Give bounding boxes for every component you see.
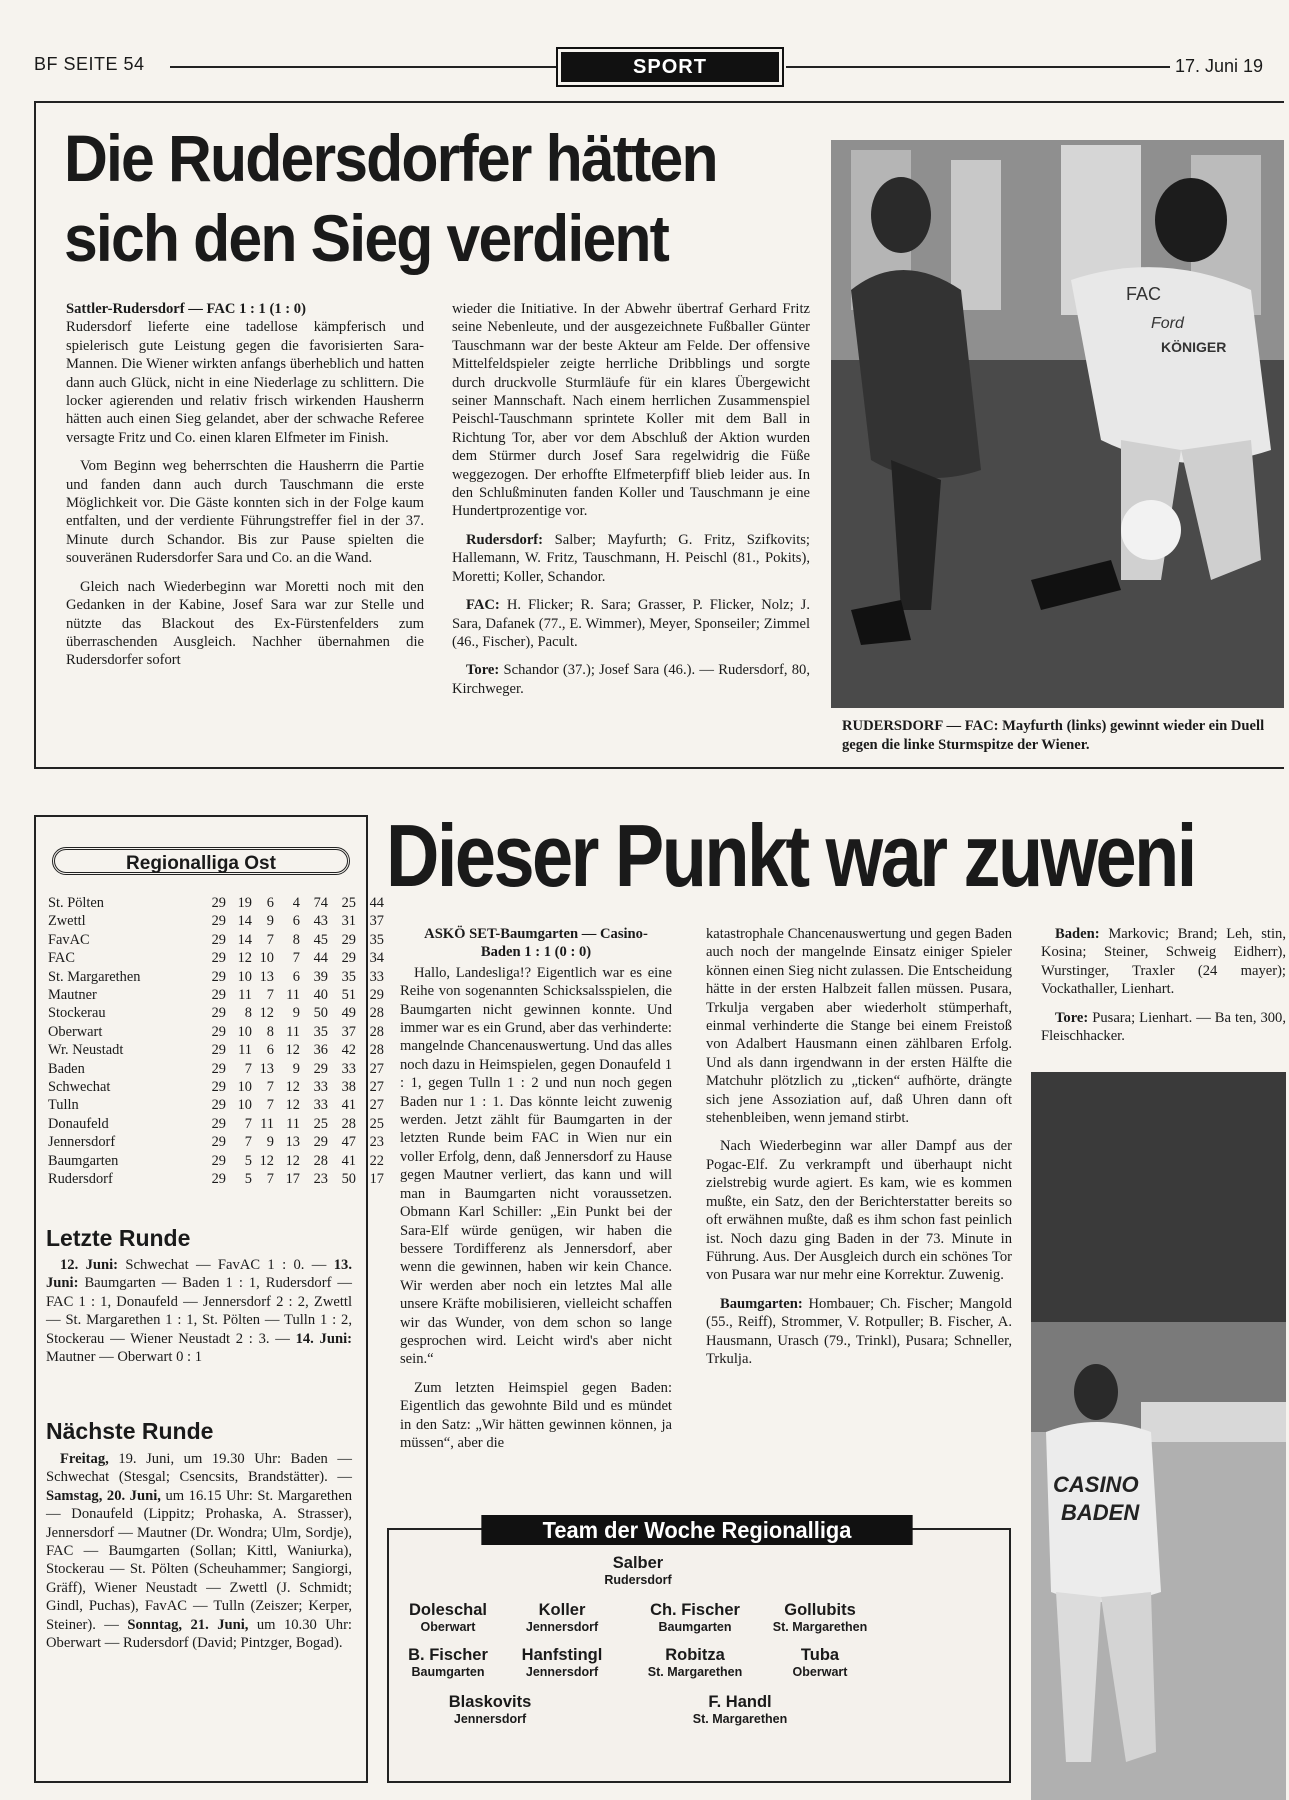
- header-rule-right: [786, 66, 1170, 68]
- table-cell-pts: 35: [369, 931, 384, 948]
- table-cell-ga: 41: [341, 1152, 356, 1169]
- table-cell-pts: 29: [369, 987, 384, 1004]
- table-cell-w: 19: [237, 895, 252, 911]
- table-cell-l: 8: [292, 931, 300, 948]
- article1-headline: Die Rudersdorfer hätten sich den Sieg verdient: [64, 121, 717, 275]
- player-club: Jennersdorf: [525, 1620, 599, 1634]
- table-cell-gp: 29: [211, 1023, 226, 1040]
- article1-goals: Tore: Schandor (37.); Josef Sara (46.). — Rudersdorf, 80, Kirchweger.: [452, 662, 810, 697]
- table-cell-ga: 29: [341, 950, 356, 967]
- table-cell-gf: 29: [313, 1060, 328, 1077]
- table-cell-pts: 25: [369, 1115, 384, 1132]
- table-cell-ga: 49: [341, 1005, 356, 1022]
- player-photo: [1031, 1072, 1286, 1800]
- table-cell-w: 12: [237, 950, 252, 967]
- article1-paragraph: wieder die Initiative. In der Abwehr übertraf Gerhard Fritz seine Nebenleute, und der ausgezeichnete Fußballer Günter Tauschmann war der beste Akteur am Felde. Der offensive Mittelfeldspieler zeigte herrliche Dribblings und sorgte durch druckvolle Sturmläufe für ein klares Übergewicht seiner Mannschaft. Nach einem herrlichen Zusammenspiel Peischl-Tauschmann sprintete Koller mit dem Ball in Richtung Tor, aber vor dem Abschluß der Aktion wurden dem Stürmer durch Josef Sara regelwidrig die Füße weggezogen. Der erhoffte Elfmeterpfiff blieb leider aus. In den Schlußminuten fanden Koller und Tauschmann je eine Hundertprozentige vor.: [452, 301, 810, 520]
- table-cell-ga: 35: [341, 968, 356, 985]
- table-cell-l: 12: [285, 1097, 300, 1114]
- table-cell-gp: 29: [211, 1171, 226, 1188]
- player-club: St. Margarethen: [692, 1712, 788, 1726]
- table-cell-gf: 33: [313, 1097, 328, 1114]
- table-cell-d: 8: [266, 1023, 274, 1040]
- table-cell-team: Baden: [48, 1060, 85, 1077]
- table-cell-d: 7: [266, 1079, 274, 1096]
- table-cell-gp: 29: [211, 987, 226, 1004]
- article2-headline: Dieser Punkt war zuweni: [386, 806, 1195, 905]
- table-cell-ga: 38: [341, 1079, 356, 1096]
- page-number: BF SEITE 54: [34, 54, 145, 74]
- table-cell-gf: 44: [313, 950, 328, 967]
- table-cell-pts: 17: [369, 1171, 384, 1188]
- team-player: [720, 1646, 920, 1680]
- table-cell-ga: 28: [341, 1115, 356, 1132]
- table-cell-w: 14: [237, 913, 252, 930]
- photo-caption: RUDERSDORF — FAC: Mayfurth (links) gewinnt wieder ein Duell gegen die linke Sturmspitze der Wiener.: [842, 718, 1265, 753]
- table-cell-w: 7: [244, 1115, 252, 1132]
- table-cell-gf: 39: [313, 968, 328, 985]
- table-row: [48, 1078, 384, 1096]
- table-row: [48, 894, 384, 912]
- issue-date: 17. Juni 19: [1175, 56, 1264, 76]
- table-row: [48, 1004, 384, 1022]
- table-cell-pts: 37: [369, 913, 384, 930]
- table-cell-gp: 29: [211, 1060, 226, 1077]
- table-cell-w: 8: [244, 1005, 252, 1022]
- table-cell-ga: 50: [341, 1171, 356, 1188]
- jersey-text-2: BADEN: [1061, 1500, 1140, 1525]
- table-row: [48, 1096, 384, 1114]
- team-player: [538, 1554, 738, 1588]
- player-name: Tuba: [800, 1646, 840, 1664]
- table-cell-d: 13: [259, 1060, 274, 1077]
- player-name: Robitza: [665, 1646, 725, 1664]
- table-cell-l: 7: [292, 950, 300, 967]
- table-cell-l: 11: [286, 1115, 300, 1132]
- table-cell-gf: 28: [313, 1152, 328, 1169]
- table-cell-pts: 28: [369, 1023, 384, 1040]
- table-cell-d: 13: [259, 968, 274, 985]
- table-cell-team: Donaufeld: [48, 1115, 109, 1132]
- article2-column-1: [400, 925, 672, 1462]
- last-round-results: 12. Juni: Schwechat — FavAC 1 : 0. — 13. Juni: Baumgarten — Baden 1 : 1, Rudersdorf — FAC 1 : 1, Donaufeld — Jennersdorf 2 : 2, Zwettl — St. Margarethen 1 : 1, St. Pölten — Tulln 1 : 2, Stockerau — Wiener Neustadt 2 : 3. — 14. Juni: Mautner — Oberwart 0 : 1: [46, 1257, 352, 1366]
- table-cell-ga: 42: [341, 1042, 356, 1059]
- last-round-title: Letzte Runde: [46, 1225, 191, 1251]
- table-cell-gf: 40: [313, 987, 328, 1004]
- match-photo: [831, 140, 1284, 708]
- table-cell-d: 6: [266, 895, 274, 911]
- player-club: Oberwart: [420, 1620, 476, 1634]
- article1-paragraph: Gleich nach Wiederbeginn war Moretti noch mit den Gedanken in der Kabine, Josef Sara war zur Stelle und nützte das Blackout des Ex-Fürstenfelders zum überraschenden Ausgleich. Nachher übernahmen die Rudersdorfer sofort: [66, 578, 424, 669]
- table-cell-team: FAC: [48, 950, 75, 967]
- table-cell-gf: 29: [313, 1134, 328, 1151]
- article1-column-1: [66, 300, 424, 680]
- table-row: [48, 986, 384, 1004]
- player-club: St. Margarethen: [647, 1665, 743, 1679]
- article1-column-2: [452, 300, 810, 708]
- table-cell-gp: 29: [211, 1079, 226, 1096]
- table-cell-gp: 29: [211, 1097, 226, 1114]
- player-photo-drawing: [1031, 1072, 1286, 1800]
- next-round-title: Nächste Runde: [46, 1418, 214, 1444]
- player-name: F. Handl: [708, 1693, 772, 1711]
- table-cell-l: 13: [285, 1134, 300, 1151]
- player-name: Salber: [612, 1554, 664, 1572]
- team-player: [390, 1693, 590, 1727]
- table-cell-w: 14: [237, 931, 252, 948]
- header-rule-left: [170, 66, 558, 68]
- table-cell-gf: 25: [313, 1115, 328, 1132]
- match-photo-drawing: [831, 140, 1284, 708]
- article2-paragraph: katastrophale Chancenauswertung und gegen Baden auch noch der mangelnde Einsatz einiger Spieler können einen Sieg nicht zulassen. Die Entscheidung hätte in der ersten Halbzeit fallen müssen. Pusara, Trkulja vergaben aber wiederholt stümperhaft, einmal verhinderte die Stange bei einem Freistoß von Adalbert Hausmann einen zählbaren Erfolg. Und als dann irgendwann in der ersten Hälfte die Matchuhr plötzlich zu „ticken“ aufhörte, drängte sich jene Assoziation auf, daß Uhren dann oft stehenbleiben, wenn jemand stirbt.: [706, 926, 1012, 1127]
- table-cell-gf: 74: [313, 895, 328, 911]
- table-cell-l: 4: [292, 895, 300, 911]
- table-cell-w: 7: [244, 1060, 252, 1077]
- table-cell-w: 10: [237, 1079, 252, 1096]
- table-cell-pts: 34: [369, 950, 384, 967]
- table-cell-gp: 29: [211, 950, 226, 967]
- table-row: [48, 1133, 384, 1151]
- table-cell-gf: 33: [313, 1079, 328, 1096]
- article2-lineup-away: Baden: Markovic; Brand; Leh, stin, Kosina; Steiner, Schweig Eidherr), Wurstinger, Traxler (24 mayer); Vockathaller, Lienhart.: [1041, 926, 1286, 998]
- table-cell-pts: 33: [369, 968, 384, 985]
- player-club: St. Margarethen: [772, 1620, 868, 1634]
- table-cell-pts: 28: [369, 1042, 384, 1059]
- table-cell-gp: 29: [211, 968, 226, 985]
- table-cell-team: Wr. Neustadt: [48, 1042, 124, 1059]
- player-name: B. Fischer: [408, 1646, 488, 1664]
- article1-paragraph: Rudersdorf lieferte eine tadellose kämpferisch und spielerisch gute Leistung gegen die favorisierten Sara-Mannen. Die Wiener wirkten anfangs überheblich und hatten dann auch Glück, nicht in eine Niederlage zu schlittern. Die locker agierenden und relativ frisch wirkenden Hausherrn hätten auch einen Sieg gelandet, aber der schwache Referee versagte Fritz und Co. einen klaren Elfmeter im Finish.: [66, 319, 424, 446]
- player-name: Blaskovits: [448, 1693, 532, 1711]
- next-round-fixtures: Freitag, 19. Juni, um 19.30 Uhr: Baden — Schwechat (Stesgal; Csencsits, Brandstätter). — Samstag, 20. Juni, um 16.15 Uhr: St. Margarethen — Donaufeld (Lippitz; Prohaska, A. Strasser), Jennersdorf — Mautner (Dr. Wondra; Ulm, Sordje), FAC — Baumgarten (Sollan; Kittl, Waniurka), Stockerau — St. Pölten (Scheuhammer; Sangiorgi, Gräff), Wiener Neustadt — Zwettl (J. Schmidt; Gindl, Puchas), FavAC — Tulln (Zeiszer; Kerper, Steiner). — Sonntag, 21. Juni, um 10.30 Uhr: Oberwart — Rudersdorf (David; Pintzger, Bogad).: [46, 1451, 352, 1652]
- table-cell-gf: 50: [313, 1005, 328, 1022]
- table-cell-pts: 27: [369, 1060, 384, 1077]
- table-cell-ga: 25: [341, 895, 356, 911]
- table-cell-pts: 22: [369, 1152, 384, 1169]
- table-cell-gf: 23: [313, 1171, 328, 1188]
- table-cell-ga: 29: [341, 931, 356, 948]
- player-club: Jennersdorf: [525, 1665, 599, 1679]
- table-cell-gf: 35: [313, 1023, 328, 1040]
- player-name: Doleschal: [409, 1601, 487, 1619]
- table-cell-team: Schwechat: [48, 1079, 111, 1096]
- table-cell-pts: 28: [369, 1005, 384, 1022]
- table-cell-l: 17: [285, 1171, 300, 1188]
- table-row: [48, 968, 384, 986]
- table-cell-w: 5: [244, 1171, 252, 1188]
- table-cell-team: Mautner: [48, 987, 97, 1004]
- table-cell-gp: 29: [211, 1152, 226, 1169]
- table-cell-gp: 29: [211, 1005, 226, 1022]
- table-cell-team: St. Pölten: [48, 895, 104, 911]
- table-cell-team: Tulln: [48, 1097, 79, 1114]
- table-cell-w: 5: [244, 1152, 252, 1169]
- table-row: [48, 1170, 384, 1188]
- table-cell-d: 12: [259, 1152, 274, 1169]
- table-cell-ga: 47: [341, 1134, 356, 1151]
- team-player: [720, 1601, 920, 1635]
- article1-lineup-home: Rudersdorf: Salber; Mayfurth; G. Fritz, Szifkovits; Hallemann, W. Fritz, Tauschmann, H. Peischl (81., Pokits), Moretti; Koller, Schandor.: [452, 531, 810, 585]
- table-row: [48, 1152, 384, 1170]
- player-club: Jennersdorf: [453, 1712, 527, 1726]
- table-cell-d: 9: [266, 1134, 274, 1151]
- table-cell-gp: 29: [211, 1134, 226, 1151]
- player-club: Baumgarten: [658, 1620, 732, 1634]
- table-cell-team: Rudersdorf: [48, 1171, 113, 1188]
- player-club: Oberwart: [792, 1665, 848, 1679]
- section-label: SPORT: [561, 52, 779, 82]
- table-cell-pts: 27: [369, 1079, 384, 1096]
- table-cell-gf: 43: [313, 913, 328, 930]
- article1-match: Sattler-Rudersdorf — FAC 1 : 1 (1 : 0): [66, 301, 306, 317]
- player-club: Rudersdorf: [604, 1573, 672, 1587]
- table-cell-l: 6: [292, 968, 300, 985]
- table-cell-d: 11: [260, 1115, 274, 1132]
- player-name: Ch. Fischer: [650, 1601, 740, 1619]
- table-row: [48, 912, 384, 930]
- table-cell-w: 10: [237, 1097, 252, 1114]
- article1-paragraph: Vom Beginn weg beherrschten die Hausherrn die Partie und fanden dann auch durch Tauschmann die erste Möglichkeit vor. Die Gäste konnten sich in der Folge kaum entfalten, und der verdiente Führungstreffer fiel in der 37. Minute durch Schandor. Bis zur Pause spielten die souveränen Rudersdorfer Sara und Co. an die Wand.: [66, 458, 424, 567]
- table-cell-w: 11: [238, 1042, 252, 1059]
- table-cell-d: 7: [266, 987, 274, 1004]
- table-cell-d: 7: [266, 931, 274, 948]
- table-cell-gf: 45: [313, 931, 328, 948]
- table-cell-gp: 29: [211, 895, 226, 911]
- table-cell-pts: 27: [369, 1097, 384, 1114]
- player-club: Baumgarten: [411, 1665, 485, 1679]
- table-cell-d: 7: [266, 1171, 274, 1188]
- jersey-text: FAC: [1126, 284, 1162, 304]
- table-row: [48, 1041, 384, 1059]
- table-cell-l: 11: [286, 1023, 300, 1040]
- article2-lineup-home: Baumgarten: Hombauer; Ch. Fischer; Mangold (55., Reiff), Strommer, V. Rotpuller; B. Fischer, A. Hausmann, Urasch (79., Trinkl), Pusara; Schneller, Trkulja.: [706, 1295, 1012, 1367]
- table-cell-team: Stockerau: [48, 1005, 106, 1022]
- article2-paragraph: Zum letzten Heimspiel gegen Baden: Eigentlich das gewohnte Bild und es mündet in den Satz: „Wir hätten gewinnen können, ja müssen“, aber die: [400, 1379, 672, 1451]
- table-row: [48, 949, 384, 967]
- table-cell-team: Jennersdorf: [48, 1134, 116, 1151]
- table-cell-w: 10: [237, 1023, 252, 1040]
- table-cell-ga: 51: [341, 987, 356, 1004]
- table-row: [48, 1023, 384, 1041]
- table-cell-ga: 41: [341, 1097, 356, 1114]
- article2-match: ASKÖ SET-Baumgarten — Casino- Baden 1 : 1 (0 : 0): [424, 926, 648, 961]
- table-cell-gp: 29: [211, 1115, 226, 1132]
- table-cell-gf: 36: [313, 1042, 328, 1059]
- table-cell-team: Oberwart: [48, 1023, 103, 1040]
- article2-goals: Tore: Pusara; Lienhart. — Ba ten, 300, Fleischhacker.: [1041, 1009, 1286, 1045]
- league-table: [48, 894, 384, 1189]
- table-cell-team: Zwettl: [48, 913, 86, 930]
- table-cell-team: Baumgarten: [48, 1152, 119, 1169]
- table-cell-l: 11: [286, 987, 300, 1004]
- table-cell-l: 9: [292, 1005, 300, 1022]
- table-cell-d: 7: [266, 1097, 274, 1114]
- article2-paragraph: Nach Wiederbeginn war aller Dampf aus der Pogac-Elf. Zu verkrampft und überhaupt nicht zielstrebig wurde agiert. Es kam, wie es kommen mußte, ein Satz, den der Berichterstatter bereits so oft erwähnen mußte, daß es ihm schon fast peinlich ist. Noch dazu ging Baden in der 73. Minute in Führung. Aus. Der Ausgleich durch ein schönes Tor von Pusara war nur mehr eine Korrektur. Zuwenig.: [706, 1138, 1012, 1284]
- article2-paragraph: Hallo, Landesliga!? Eigentlich war es eine Reihe von sogenannten Schicksalsspielen, die Baumgarten nicht gewinnen konnte. Und immer war es ein Grund, aber das verhinderte: mangelnde Chancenauswertung. Und das alles noch dazu in Heimspielen, gegen Donaufeld 1 : 1, gegen Tulln 1 : 2 und nun noch gegen Baden nur 1 : 1. Das könnte leicht zuwenig werden. Jetzt zählt für Baumgarten in der letzten Runde beim FAC in Wien nur ein voller Erfolg, denn, daß Jennersdorf zu Hause gegen Mautner verliert, das kann und will man in Baumgarten nicht voraussetzen. Obmann Karl Schiller: „Ein Punkt bei der Sara-Elf würde genügen, wir haben die bessere Tordifferenz als Jennersdorf, aber wenn die gewinnen, haben wir kein Chance. Wir werden aber noch ein letztes Mal alle unsere Kräfte mobilisieren, vielleicht schaffen wir das Wunder, von dem schon so lange gesprochen wird. Leicht wird's aber nicht sein.“: [400, 964, 672, 1368]
- table-cell-l: 9: [292, 1060, 300, 1077]
- table-cell-ga: 33: [341, 1060, 356, 1077]
- table-cell-ga: 37: [341, 1023, 356, 1040]
- table-cell-gp: 29: [211, 1042, 226, 1059]
- player-name: Hanfstingl: [521, 1646, 603, 1664]
- table-cell-d: 9: [266, 913, 274, 930]
- table-cell-l: 6: [292, 913, 300, 930]
- table-cell-l: 12: [285, 1042, 300, 1059]
- article1-lineup-away: FAC: H. Flicker; R. Sara; Grasser, P. Flicker, Nolz; J. Sara, Dafanek (77., E. Wimmer), Meyer, Sponseiler; Zimmel (46., Fischer), Pacult.: [452, 597, 810, 650]
- table-cell-pts: 44: [369, 895, 384, 911]
- table-cell-team: FavAC: [48, 931, 90, 948]
- league-table-title: Regionalliga Ost: [52, 847, 350, 875]
- jersey-sponsor-text-2: KÖNIGER: [1161, 339, 1227, 355]
- table-cell-d: 10: [259, 950, 274, 967]
- table-cell-w: 11: [238, 987, 252, 1004]
- table-row: [48, 1115, 384, 1133]
- team-player: [640, 1693, 840, 1727]
- table-row: [48, 931, 384, 949]
- jersey-sponsor-text: Ford: [1151, 315, 1184, 332]
- table-cell-d: 6: [266, 1042, 274, 1059]
- table-cell-w: 10: [237, 968, 252, 985]
- table-cell-w: 7: [244, 1134, 252, 1151]
- article2-column-3: [1041, 925, 1286, 1055]
- team-of-week-title: Team der Woche Regionalliga: [481, 1515, 912, 1545]
- table-cell-pts: 23: [369, 1134, 384, 1151]
- table-row: [48, 1060, 384, 1078]
- table-cell-l: 12: [285, 1152, 300, 1169]
- player-name: Gollubits: [784, 1601, 856, 1619]
- table-cell-ga: 31: [341, 913, 356, 930]
- table-cell-l: 12: [285, 1079, 300, 1096]
- player-name: Koller: [538, 1601, 586, 1619]
- jersey-text: CASINO: [1053, 1472, 1139, 1497]
- article2-column-2: [706, 925, 1012, 1378]
- table-cell-gp: 29: [211, 913, 226, 930]
- table-cell-gp: 29: [211, 931, 226, 948]
- table-cell-team: St. Margarethen: [48, 968, 141, 985]
- table-cell-d: 12: [259, 1005, 274, 1022]
